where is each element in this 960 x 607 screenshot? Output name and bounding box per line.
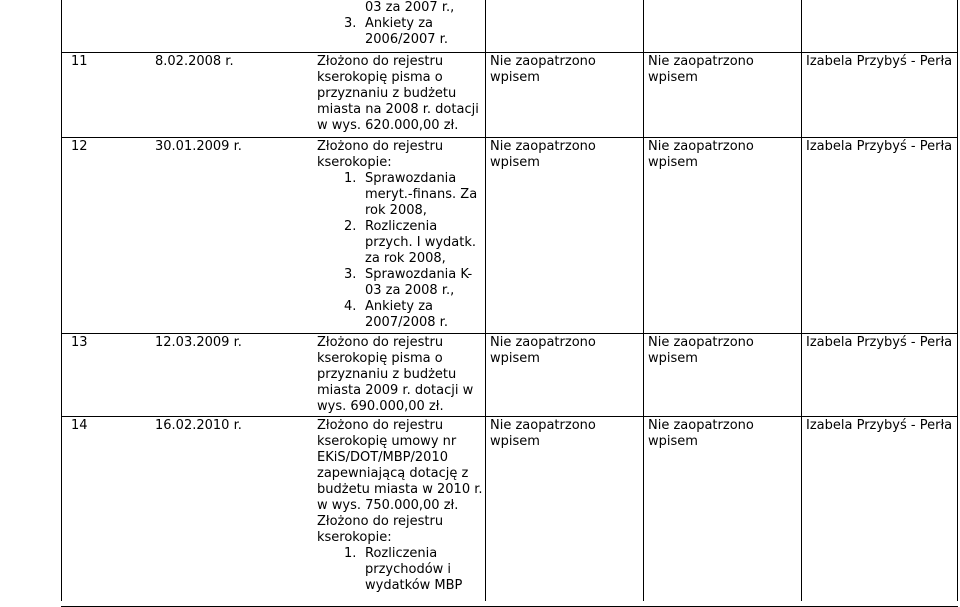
list-item-number: 1.: [344, 171, 357, 186]
entry-status-line: Nie zaopatrzono: [490, 335, 596, 350]
description-line: Złożono do rejestru: [317, 418, 444, 433]
description-line: przyznaniu z budżetu: [317, 86, 457, 101]
description-line: Złożono do rejestru: [317, 335, 444, 350]
list-item-line: Sprawozdania K-: [365, 267, 473, 282]
entry-status-line: Nie zaopatrzono: [648, 418, 754, 433]
entry-status-line: wpisem: [648, 434, 698, 449]
table-row: [61, 137, 958, 334]
row-description: [317, 54, 482, 134]
entry-status-line: Nie zaopatrzono: [490, 139, 596, 154]
list-item: [317, 546, 482, 594]
list-item-line: przych. I wydatk.: [365, 235, 477, 250]
table-row: [61, 0, 958, 53]
list-item-line: wydatków MBP: [365, 578, 463, 593]
entry-status: [648, 139, 798, 171]
row-number: 13: [71, 335, 88, 350]
table-divider: [485, 0, 486, 601]
list-item-line: rok 2008,: [365, 203, 427, 218]
description-line: Złożono do rejestru: [317, 139, 444, 154]
entry-status: [648, 418, 798, 450]
list-item: [317, 267, 482, 299]
description-list: [317, 0, 482, 48]
description-line: wys. 690.000,00 zł.: [317, 399, 444, 414]
list-item-line: Ankiety za: [365, 299, 433, 314]
row-description: [317, 335, 482, 415]
list-item-number: 4.: [344, 299, 357, 314]
list-item: [317, 0, 482, 16]
list-item-number: 3.: [344, 16, 357, 31]
responsible-person-line: Izabela Przybyś - Perła: [806, 139, 953, 154]
description-line: budżetu miasta w 2010 r.: [317, 482, 483, 497]
entry-status-line: Nie zaopatrzono: [648, 335, 754, 350]
list-item-line: Rozliczenia: [365, 219, 438, 234]
table-border-left: [61, 0, 62, 601]
entry-status-line: Nie zaopatrzono: [648, 139, 754, 154]
responsible-person-line: Izabela Przybyś - Perła: [806, 418, 953, 433]
entry-status: [490, 54, 640, 86]
list-item-number: 3.: [344, 267, 357, 282]
table-row: [61, 416, 958, 607]
list-item-line: 2006/2007 r.: [365, 32, 448, 47]
entry-status-line: wpisem: [490, 155, 540, 170]
row-number: 12: [71, 139, 88, 154]
table-border-right: [957, 0, 958, 601]
description-line: w wys. 620.000,00 zł.: [317, 118, 459, 133]
entry-status-line: Nie zaopatrzono: [490, 418, 596, 433]
entry-status: [648, 335, 798, 367]
description-list: [317, 171, 482, 331]
entry-status-line: wpisem: [648, 155, 698, 170]
description-line: miasta na 2008 r. dotacji: [317, 102, 479, 117]
table-divider: [801, 0, 802, 601]
list-item-line: Rozliczenia: [365, 546, 438, 561]
row-date: 12.03.2009 r.: [155, 335, 242, 350]
responsible-person: [806, 418, 956, 434]
list-item-line: 03 za 2007 r.,: [365, 0, 455, 15]
entry-status-line: wpisem: [490, 351, 540, 366]
description-line: miasta 2009 r. dotacji w: [317, 383, 474, 398]
row-description: [317, 0, 482, 48]
entry-status-line: Nie zaopatrzono: [648, 54, 754, 69]
row-number: 14: [71, 418, 88, 433]
entry-status-line: wpisem: [490, 70, 540, 85]
description-list: [317, 546, 482, 594]
description-line: kserokopie:: [317, 530, 392, 545]
list-item-line: 2007/2008 r.: [365, 315, 448, 330]
responsible-person-line: Izabela Przybyś - Perła: [806, 335, 953, 350]
list-item-line: Sprawozdania: [365, 171, 457, 186]
list-item-line: Ankiety za: [365, 16, 433, 31]
entry-status: [648, 54, 798, 86]
list-item-line: za rok 2008,: [365, 251, 446, 266]
description-line: Złożono do rejestru: [317, 514, 444, 529]
entry-status-line: Nie zaopatrzono: [490, 54, 596, 69]
row-description: [317, 139, 482, 331]
responsible-person-line: Izabela Przybyś - Perła: [806, 54, 953, 69]
entry-status: [490, 139, 640, 171]
row-date: 30.01.2009 r.: [155, 139, 242, 154]
description-line: zapewniającą dotację z: [317, 466, 469, 481]
responsible-person: [806, 139, 956, 155]
table-row: [61, 333, 958, 417]
list-item-line: 03 za 2008 r.,: [365, 283, 455, 298]
entry-status-line: wpisem: [648, 70, 698, 85]
description-line: przyznaniu z budżetu: [317, 367, 457, 382]
table-row: [61, 52, 958, 138]
entry-status: [490, 335, 640, 367]
list-item-line: meryt.-finans. Za: [365, 187, 478, 202]
row-description: [317, 418, 482, 594]
description-line: kserokopię pisma o: [317, 70, 443, 85]
row-date: 16.02.2010 r.: [155, 418, 242, 433]
records-table: [61, 0, 958, 601]
description-line: w wys. 750.000,00 zł.: [317, 498, 459, 513]
responsible-person: [806, 54, 956, 70]
table-divider: [643, 0, 644, 601]
description-line: Złożono do rejestru: [317, 54, 444, 69]
list-item: [317, 16, 482, 48]
row-date: 8.02.2008 r.: [155, 54, 234, 69]
description-line: kserokopię umowy nr: [317, 434, 457, 449]
list-item-number: 2.: [344, 219, 357, 234]
description-line: kserokopię pisma o: [317, 351, 443, 366]
entry-status: [490, 418, 640, 450]
description-line: kserokopie:: [317, 155, 392, 170]
entry-status-line: wpisem: [648, 351, 698, 366]
row-number: 11: [71, 54, 88, 69]
responsible-person: [806, 335, 956, 351]
list-item: [317, 299, 482, 331]
description-line: EKiS/DOT/MBP/2010: [317, 450, 448, 465]
list-item-number: 1.: [344, 546, 357, 561]
list-item: [317, 171, 482, 219]
list-item-line: przychodów i: [365, 562, 452, 577]
list-item: [317, 219, 482, 267]
entry-status-line: wpisem: [490, 434, 540, 449]
